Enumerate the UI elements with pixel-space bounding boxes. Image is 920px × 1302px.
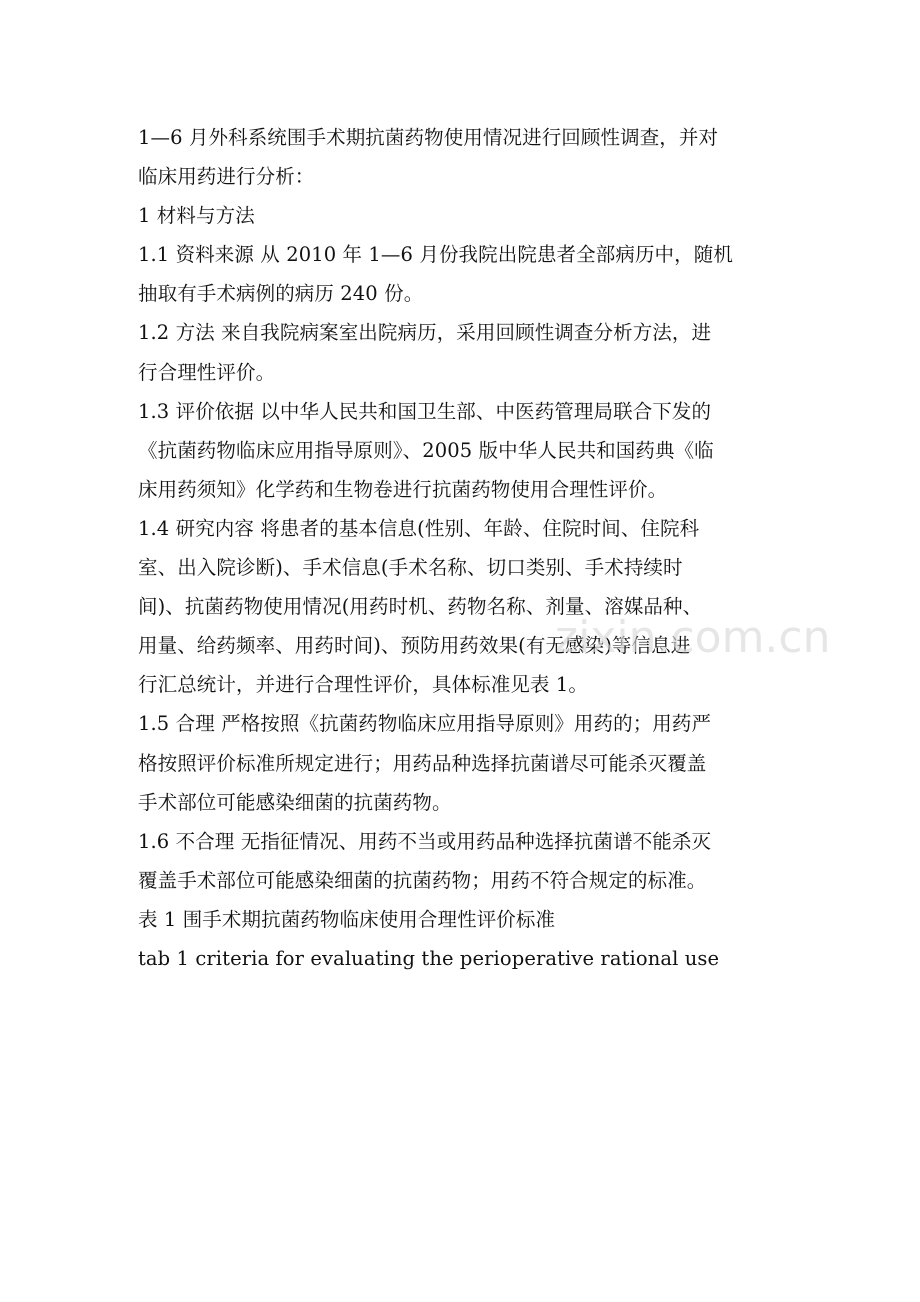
text-line-10: 床用药须知》化学药和生物卷进行抗菌药物使用合理性评价。 xyxy=(138,477,668,501)
text-line-5: 抽取有手术病例的病历 240 份。 xyxy=(138,282,424,306)
text-line-14: 用量、给药频率、用药时间)、预防用药效果(有无感染)等信息进 xyxy=(138,634,691,658)
text-line-7: 行合理性评价。 xyxy=(138,360,276,384)
text-line-2: 临床用药进行分析： xyxy=(138,165,315,189)
table-caption-zh: 表 1 围手术期抗菌药物临床使用合理性评价标准 xyxy=(138,907,556,931)
text-line-20: 覆盖手术部位可能感染细菌的抗菌药物；用药不符合规定的标准。 xyxy=(138,868,707,892)
section-heading-materials-methods: 1 材料与方法 xyxy=(138,204,255,228)
text-line-4: 1.1 资料来源 从 2010 年 1—6 月份我院出院患者全部病历中，随机 xyxy=(138,243,733,267)
text-line-15: 行汇总统计，并进行合理性评价，具体标准见表 1。 xyxy=(138,673,589,697)
watermark: zixin.com.cn xyxy=(555,612,831,663)
text-line-12: 室、出入院诊断)、手术信息(手术名称、切口类别、手术持续时 xyxy=(138,556,683,580)
text-line-9: 《抗菌药物临床应用指导原则》、2005 版中华人民共和国药典《临 xyxy=(138,438,714,462)
text-line-6: 1.2 方法 来自我院病案室出院病历，采用回顾性调查分析方法，进 xyxy=(138,321,712,345)
text-line-1: 1—6 月外科系统围手术期抗菌药物使用情况进行回顾性调查，并对 xyxy=(138,126,719,149)
document-body xyxy=(138,118,778,978)
table-caption-en: tab 1 criteria for evaluating the perioperative rational use xyxy=(138,946,720,970)
text-line-13: 间)、抗菌药物使用情况(用药时机、药物名称、剂量、溶媒品种、 xyxy=(138,595,703,619)
text-line-11: 1.4 研究内容 将患者的基本信息(性别、年龄、住院时间、住院科 xyxy=(138,516,700,540)
text-line-16: 1.5 合理 严格按照《抗菌药物临床应用指导原则》用药的；用药严 xyxy=(138,712,712,736)
text-line-17: 格按照评价标准所规定进行；用药品种选择抗菌谱尽可能杀灭覆盖 xyxy=(138,751,707,775)
text-line-8: 1.3 评价依据 以中华人民共和国卫生部、中医药管理局联合下发的 xyxy=(138,399,712,423)
text-line-18: 手术部位可能感染细菌的抗菌药物。 xyxy=(138,790,452,814)
text-line-19: 1.6 不合理 无指征情况、用药不当或用药品种选择抗菌谱不能杀灭 xyxy=(138,829,712,853)
